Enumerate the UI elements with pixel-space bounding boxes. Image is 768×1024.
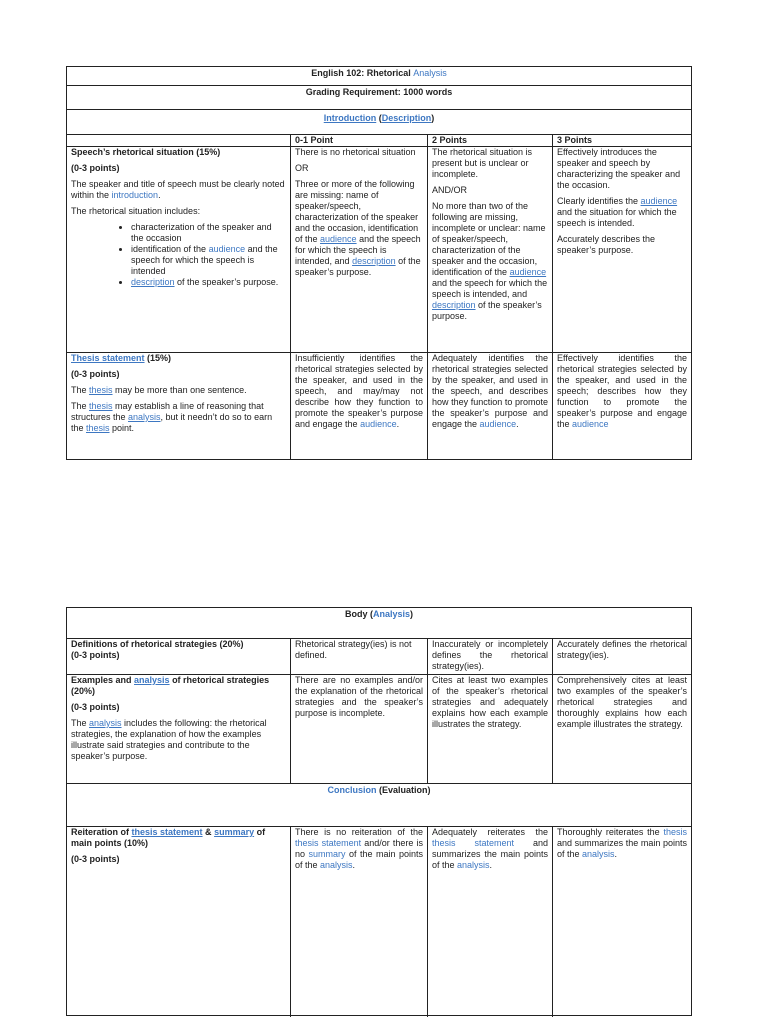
introduction-inline-link[interactable]: introduction [111, 190, 159, 200]
thesis-row [67, 353, 691, 459]
thesis-link[interactable]: thesis [89, 401, 113, 411]
thesis-points: (0-3 points) [71, 369, 120, 379]
thesis-col3-cell: Effectively identifies the rhetorical strategies selected by the speaker, and used in the speech; describes how they function to promote the speaker’s purpose and engage the audience [557, 353, 687, 429]
speech-title: Speech’s rhetorical situation (15%) [71, 147, 221, 157]
conclusion-label: Conclusion [327, 785, 377, 795]
conclusion-heading-row: Conclusion (Evaluation) [67, 784, 691, 827]
rubric-table-body [66, 607, 692, 1016]
definitions-row [67, 639, 691, 675]
thesis-statement-link[interactable]: Thesis statement [71, 353, 145, 363]
list-item: • identification of the audience and the speech for which the speech is intended [131, 244, 286, 277]
thesis-criteria-cell: Thesis statement (15%) (0-3 points) The thesis may be more than one sentence. The thesis may establish a line of reasoning that structures the analysis, but it needn’t do so to earn the thesis point. [67, 353, 291, 459]
definitions-col1-cell: Rhetorical strategy(ies) is not defined. [291, 639, 428, 674]
description-link[interactable]: description [352, 256, 396, 266]
audience-link[interactable]: audience [208, 244, 246, 254]
blank-header-cell [67, 135, 291, 146]
rubric-table-intro [66, 66, 692, 460]
definitions-criteria-cell: Definitions of rhetorical strategies (20%) (0-3 points) [67, 639, 291, 674]
audience-link[interactable]: audience [509, 267, 547, 277]
speech-col1-cell: There is no rhetorical situation OR Three or more of the following are missing: name of speaker/speech, characterization of the speaker and the occasion, identification of the audience and the speech for which the speech is intended, and description of the speaker’s purpose. [291, 147, 428, 352]
examples-criteria-cell: Examples and analysis of rhetorical strategies (20%) (0-3 points) The analysis includes the following: the rhetorical strategies, the explanation of how the examples illustrate said strategies and contribute to the speaker’s purpose. [67, 675, 291, 783]
situation-list [71, 222, 286, 288]
title-row [67, 67, 691, 86]
definitions-col2-cell: Inaccurately or incompletely defines the rhetorical strategy(ies). [428, 639, 553, 674]
grading-requirement: Grading Requirement: 1000 words [305, 87, 453, 97]
col-header-0-1: 0-1 Point [291, 135, 428, 146]
speech-col2-cell: The rhetorical situation is present but is unclear or incomplete. AND/OR No more than two of the following are missing, incomplete or unclear: name of speaker/speech, characterization of the speaker and the occasion, identification of the audience and the speech for which the speech is intended, and description of the speaker’s purpose. [428, 147, 553, 352]
analysis-link[interactable]: analysis [134, 675, 170, 685]
examples-col3-cell: Comprehensively cites at least two examples of the speaker’s rhetorical strategies and thoroughly explains how each example illustrates the strategy. [557, 675, 687, 729]
conclusion-row [67, 827, 691, 1017]
examples-col1-cell: There are no examples and/or the explanation of the rhetorical strategies and the speaker’s purpose is incomplete. [291, 675, 428, 783]
description-link[interactable]: description [432, 300, 476, 310]
list-item: • characterization of the speaker and the occasion [131, 222, 286, 244]
list-item: • description of the speaker’s purpose. [131, 277, 286, 288]
conclusion-col1-cell: There is no reiteration of the thesis statement and/or there is no summary of the main points of the analysis. [291, 827, 428, 1017]
speech-points: (0-3 points) [71, 163, 120, 173]
summary-link[interactable]: summary [214, 827, 255, 837]
speech-criteria-cell: Speech’s rhetorical situation (15%) (0-3 points) The speaker and title of speech must be clearly noted within the introduction. The rhetorical situation includes: • characterization of the speaker and the occasion • identification of the audience and the speech for which the speech is intended • description of the speaker’s purpose. [67, 147, 291, 352]
conclusion-criteria-cell: Reiteration of thesis statement & summary of main points (10%) (0-3 points) [67, 827, 291, 1017]
thesis-link[interactable]: thesis [89, 385, 113, 395]
requirement-row [67, 86, 691, 110]
definitions-col3-cell: Accurately defines the rhetorical strategy(ies). [557, 639, 687, 660]
analysis-link[interactable]: Analysis [413, 68, 447, 78]
body-heading-row: Body (Analysis) [67, 608, 691, 639]
examples-col2-cell: Cites at least two examples of the speaker’s rhetorical strategies and adequately explains how each example illustrates the strategy. [428, 675, 553, 783]
col-header-2: 2 Points [428, 135, 553, 146]
introduction-link[interactable]: Introduction [323, 113, 377, 123]
description-inline-link[interactable]: description [131, 277, 175, 287]
conclusion-col3-cell: Thoroughly reiterates the thesis and summarizes the main points of the analysis. [557, 827, 687, 859]
col-header-3: 3 Points [557, 135, 593, 145]
column-header-row [67, 135, 691, 147]
rhetorical-includes: The rhetorical situation includes: [71, 206, 201, 216]
speech-row [67, 147, 691, 353]
doc-title: English 102: Rhetorical [311, 68, 414, 78]
audience-link[interactable]: audience [320, 234, 357, 244]
thesis-col2-cell: Adequately identifies the rhetorical strategies selected by the speaker, and used in the speech, and describes how they function to promote the speaker’s purpose and engage the audience. [428, 353, 553, 459]
analysis-link[interactable]: analysis [128, 412, 161, 422]
intro-heading-row: Introduction (Description) [67, 110, 691, 135]
thesis-link[interactable]: thesis [86, 423, 110, 433]
thesis-statement-link[interactable]: thesis statement [131, 827, 203, 837]
analysis-link[interactable]: Analysis [372, 609, 411, 619]
thesis-col1-cell: Insufficiently identifies the rhetorical strategies selected by the speaker, and used in the speech, and may/may not describe how they function to promote the speaker’s purpose and engage the audience. [291, 353, 428, 459]
examples-row [67, 675, 691, 784]
conclusion-col2-cell: Adequately reiterates the thesis statement and summarizes the main points of the analysis. [428, 827, 553, 1017]
speech-col3-cell: Effectively introduces the speaker and speech by characterizing the speaker and the occasion. Clearly identifies the audience and the situation for which the speech is intended. Accurately describes the speaker’s purpose. [557, 147, 681, 255]
audience-link[interactable]: audience [640, 196, 678, 206]
description-link[interactable]: Description [381, 113, 432, 123]
analysis-link[interactable]: analysis [89, 718, 122, 728]
